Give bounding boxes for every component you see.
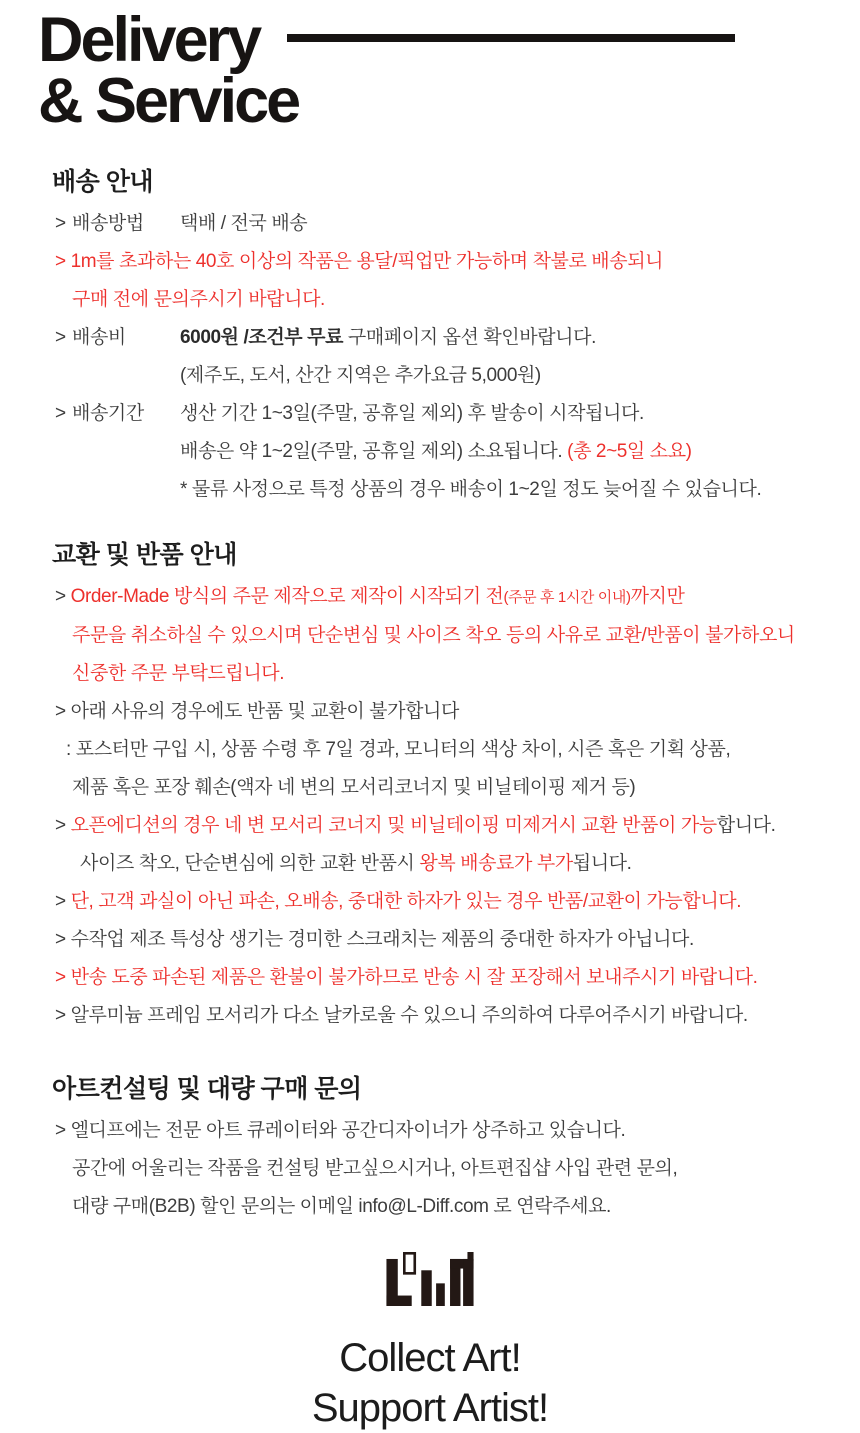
info-row	[52, 883, 860, 921]
text-segment: 생산 기간 1~3일(주말, 공휴일 제외) 후 발송이 시작됩니다.	[180, 403, 644, 424]
info-row	[52, 1150, 860, 1188]
text-segment: 오픈에디션의 경우 네 변 모서리 코너지 및 비닐테이핑 미제거시 교환 반품이 가능	[70, 815, 717, 836]
text-segment: 주문을 취소하실 수 있으시며 단순변심 및 사이즈 착오 등의 사유로 교환/반품이 불가하오니	[72, 625, 795, 646]
text-segment: 합니다.	[716, 815, 776, 836]
section-exchange-return	[52, 535, 860, 1035]
text-segment: 대량 구매(B2B) 할인 문의는 이메일 info@L-Diff.com 로 연락주세요.	[72, 1196, 611, 1217]
text-segment: : 포스터만 구입 시, 상품 수령 후 7일 경과, 모니터의 색상 차이, 시즌 혹은 기획 상품,	[66, 739, 731, 760]
section-heading: 배송 안내	[52, 168, 154, 196]
text-segment: > 알루미늄 프레임 모서리가 다소 날카로울 수 있으니 주의하여 다루어주시기 바랍니다.	[55, 1005, 748, 1026]
text-segment: 구매 전에 문의주시기 바랍니다.	[72, 289, 325, 310]
text-segment: (제주도, 도서, 산간 지역은 추가요금 5,000원)	[180, 365, 541, 386]
row-bullet: >	[55, 327, 66, 348]
page-header	[0, 0, 860, 136]
info-row	[52, 243, 860, 281]
text-segment: 왕복 배송료가 부가	[419, 853, 573, 874]
text-segment: >	[55, 815, 71, 836]
info-row	[52, 395, 860, 433]
text-segment: 배송은 약 1~2일(주말, 공휴일 제외) 소요됩니다.	[180, 441, 568, 462]
text-segment: 됩니다.	[572, 853, 632, 874]
text-segment: 6000원 /조건부 무료	[180, 327, 348, 348]
text-segment: 구매페이지 옵션 확인바랍니다.	[347, 327, 596, 348]
row-bullet: >	[55, 403, 66, 424]
page-title-line2: & Service	[38, 66, 299, 136]
text-segment: > 반송 도중 파손된 제품은 환불이 불가하므로 반송 시 잘 포장해서 보내주시기 바랍니다.	[55, 967, 758, 988]
row-label: 배송방법	[72, 213, 144, 234]
text-segment: > 1m를 초과하는 40호 이상의 작품은 용달/픽업만 가능하며 착불로 배송되니	[55, 251, 664, 272]
text-segment: > 아래 사유의 경우에도 반품 및 교환이 불가합니다	[55, 701, 459, 722]
info-row	[52, 731, 860, 769]
text-segment: 신중한 주문 부탁드립니다.	[72, 663, 285, 684]
section-shipping	[52, 162, 860, 509]
text-segment: 공간에 어울리는 작품을 컨설팅 받고싶으시거나, 아트편집샵 사입 관련 문의,	[72, 1158, 678, 1179]
section-heading: 교환 및 반품 안내	[52, 541, 237, 569]
info-row	[52, 319, 860, 357]
info-row	[52, 693, 860, 731]
info-row	[52, 205, 860, 243]
row-label: 배송기간	[72, 403, 144, 424]
row-bullet: >	[55, 213, 66, 234]
info-row	[52, 1112, 860, 1150]
info-row	[52, 1188, 860, 1226]
info-row	[52, 807, 860, 845]
info-row	[52, 471, 860, 509]
info-row	[52, 617, 860, 655]
row-label: 배송비	[72, 327, 126, 348]
slogan-line-2: Support Artist!	[311, 1386, 549, 1430]
slogan-line-1: Collect Art!	[339, 1336, 521, 1380]
info-row	[52, 921, 860, 959]
page-footer	[0, 1252, 860, 1433]
title-rule	[287, 34, 735, 42]
info-row	[52, 997, 860, 1035]
info-row	[52, 845, 860, 883]
info-row	[52, 578, 860, 617]
text-segment: >	[55, 586, 71, 607]
info-row	[52, 433, 860, 471]
text-segment: 택배 / 전국 배송	[180, 213, 308, 234]
info-row	[52, 959, 860, 997]
text-segment: > 수작업 제조 특성상 생기는 경미한 스크래치는 제품의 중대한 하자가 아닙니다.	[55, 929, 694, 950]
page-title-line1: Delivery	[38, 5, 260, 75]
section-heading: 아트컨설팅 및 대량 구매 문의	[52, 1075, 362, 1103]
section-art-consulting	[52, 1069, 860, 1226]
ldiff-logo-icon	[386, 1252, 474, 1306]
text-segment: 단, 고객 과실이 아닌 파손, 오배송, 중대한 하자가 있는 경우 반품/교환이 가능합니다.	[70, 891, 742, 912]
text-segment: Order-Made 방식의 주문 제작으로 제작이 시작되기 전	[70, 586, 504, 607]
text-segment: 제품 혹은 포장 훼손(액자 네 변의 모서리코너지 및 비닐테이핑 제거 등)	[72, 777, 636, 798]
text-segment: > 엘디프에는 전문 아트 큐레이터와 공간디자이너가 상주하고 있습니다.	[55, 1120, 626, 1141]
info-row	[52, 655, 860, 693]
info-row	[52, 357, 860, 395]
text-segment: >	[55, 891, 71, 912]
info-row	[52, 769, 860, 807]
text-segment: 사이즈 착오, 단순변심에 의한 교환 반품시	[80, 853, 420, 874]
text-segment: (주문 후 1시간 이내)	[503, 589, 631, 606]
text-segment: * 물류 사정으로 특정 상품의 경우 배송이 1~2일 정도 늦어질 수 있습니다.	[180, 479, 762, 500]
info-row	[52, 281, 860, 319]
text-segment: 까지만	[630, 586, 685, 607]
text-segment: (총 2~5일 소요)	[567, 441, 692, 462]
